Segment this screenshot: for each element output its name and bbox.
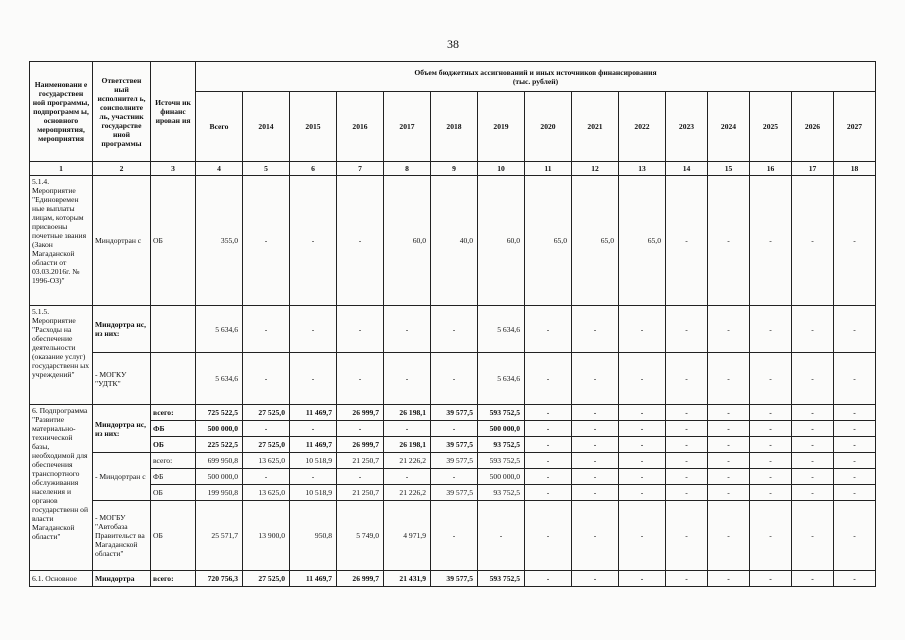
- table-row: [30, 437, 876, 453]
- column-number: 15: [708, 162, 750, 176]
- value-cell: -: [834, 437, 876, 453]
- value-cell: 21 226,2: [384, 453, 431, 469]
- value-cell: 39 577,5: [431, 453, 478, 469]
- value-cell: -: [834, 176, 876, 306]
- value-cell: -: [750, 421, 792, 437]
- value-cell: 500 000,0: [196, 469, 243, 485]
- value-cell: -: [666, 485, 708, 501]
- value-cell: -: [243, 421, 290, 437]
- value-cell: -: [337, 469, 384, 485]
- value-cell: -: [619, 353, 666, 405]
- row-executor: Миндортра нс, из них:: [93, 405, 151, 453]
- value-cell: 5 634,6: [196, 353, 243, 405]
- column-number: 11: [525, 162, 572, 176]
- value-cell: 93 752,5: [478, 485, 525, 501]
- value-cell: -: [708, 453, 750, 469]
- value-cell: -: [834, 469, 876, 485]
- column-number: 17: [792, 162, 834, 176]
- value-cell: -: [792, 571, 834, 587]
- value-cell: -: [792, 437, 834, 453]
- value-cell: -: [750, 353, 792, 405]
- value-cell: 500 000,0: [478, 469, 525, 485]
- table-row: [30, 353, 876, 405]
- value-cell: -: [478, 501, 525, 571]
- row-source: ОБ: [151, 501, 196, 571]
- budget-allocation-table: [29, 61, 876, 587]
- row-name: 6.1. Основное: [30, 571, 93, 587]
- value-cell: -: [666, 453, 708, 469]
- value-cell: 225 522,5: [196, 437, 243, 453]
- header-year: 2017: [384, 92, 431, 162]
- value-cell: -: [750, 176, 792, 306]
- value-cell: -: [666, 306, 708, 353]
- value-cell: -: [619, 306, 666, 353]
- row-source: [151, 306, 196, 353]
- header-year: 2022: [619, 92, 666, 162]
- row-executor: Миндортра: [93, 571, 151, 587]
- value-cell: -: [572, 469, 619, 485]
- value-cell: -: [666, 571, 708, 587]
- value-cell: -: [750, 405, 792, 421]
- row-source: ОБ: [151, 485, 196, 501]
- value-cell: -: [750, 501, 792, 571]
- header-year: 2018: [431, 92, 478, 162]
- value-cell: -: [666, 353, 708, 405]
- table-row: [30, 421, 876, 437]
- row-source: всего:: [151, 453, 196, 469]
- row-executor: - МОГКУ "УДТК": [93, 353, 151, 405]
- value-cell: 720 756,3: [196, 571, 243, 587]
- row-name: 5.1.5. Мероприятие "Расходы на обеспечение деятельности (оказание услуг) государственн ых учреждений": [30, 306, 93, 405]
- column-number: 13: [619, 162, 666, 176]
- value-cell: -: [290, 421, 337, 437]
- value-cell: -: [525, 353, 572, 405]
- value-cell: -: [666, 469, 708, 485]
- value-cell: -: [792, 485, 834, 501]
- row-name: 5.1.4. Мероприятие "Единовремен ные выплаты лицам, которым присвоены почетные звания (Закон Магаданской области от 03.03.2016г. № 1996-ОЗ)": [30, 176, 93, 306]
- table-row: [30, 453, 876, 469]
- value-cell: -: [708, 469, 750, 485]
- value-cell: 21 431,9: [384, 571, 431, 587]
- value-cell: 13 625,0: [243, 485, 290, 501]
- value-cell: -: [525, 405, 572, 421]
- value-cell: 65,0: [572, 176, 619, 306]
- value-cell: 21 250,7: [337, 453, 384, 469]
- value-cell: -: [431, 306, 478, 353]
- value-cell: -: [834, 501, 876, 571]
- value-cell: -: [792, 353, 834, 405]
- value-cell: -: [525, 501, 572, 571]
- value-cell: 27 525,0: [243, 437, 290, 453]
- value-cell: -: [243, 469, 290, 485]
- value-cell: 355,0: [196, 176, 243, 306]
- value-cell: -: [750, 485, 792, 501]
- value-cell: -: [525, 469, 572, 485]
- header-volume: [196, 62, 876, 92]
- header-year: 2020: [525, 92, 572, 162]
- header-year: 2015: [290, 92, 337, 162]
- header-volume-unit: (тыс. рублей): [512, 76, 559, 86]
- value-cell: -: [834, 453, 876, 469]
- value-cell: -: [572, 437, 619, 453]
- column-number: 7: [337, 162, 384, 176]
- column-number: 3: [151, 162, 196, 176]
- value-cell: 40,0: [431, 176, 478, 306]
- value-cell: 39 577,5: [431, 485, 478, 501]
- value-cell: -: [572, 501, 619, 571]
- value-cell: -: [337, 353, 384, 405]
- value-cell: -: [290, 469, 337, 485]
- header-year: 2014: [243, 92, 290, 162]
- column-number: 18: [834, 162, 876, 176]
- value-cell: -: [708, 571, 750, 587]
- value-cell: 65,0: [525, 176, 572, 306]
- value-cell: -: [290, 306, 337, 353]
- value-cell: 27 525,0: [243, 571, 290, 587]
- value-cell: 4 971,9: [384, 501, 431, 571]
- value-cell: 65,0: [619, 176, 666, 306]
- value-cell: -: [750, 306, 792, 353]
- value-cell: -: [792, 176, 834, 306]
- value-cell: 699 950,8: [196, 453, 243, 469]
- page-number: 38: [447, 37, 459, 51]
- value-cell: -: [431, 421, 478, 437]
- row-source: ОБ: [151, 437, 196, 453]
- value-cell: -: [708, 306, 750, 353]
- table-row: [30, 469, 876, 485]
- value-cell: -: [619, 469, 666, 485]
- value-cell: -: [750, 469, 792, 485]
- value-cell: 25 571,7: [196, 501, 243, 571]
- value-cell: -: [834, 306, 876, 353]
- table-row: [30, 501, 876, 571]
- value-cell: -: [666, 501, 708, 571]
- header-year: 2027: [834, 92, 876, 162]
- value-cell: 593 752,5: [478, 453, 525, 469]
- value-cell: 27 525,0: [243, 405, 290, 421]
- value-cell: -: [619, 453, 666, 469]
- value-cell: -: [750, 571, 792, 587]
- table-row: [30, 571, 876, 587]
- row-source: ФБ: [151, 469, 196, 485]
- value-cell: -: [572, 306, 619, 353]
- value-cell: -: [243, 353, 290, 405]
- value-cell: -: [708, 437, 750, 453]
- value-cell: 10 518,9: [290, 453, 337, 469]
- value-cell: 39 577,5: [431, 571, 478, 587]
- value-cell: -: [708, 485, 750, 501]
- table-row: [30, 405, 876, 421]
- row-source: ФБ: [151, 421, 196, 437]
- value-cell: -: [525, 453, 572, 469]
- column-number: 2: [93, 162, 151, 176]
- value-cell: -: [572, 571, 619, 587]
- value-cell: -: [619, 501, 666, 571]
- value-cell: -: [666, 405, 708, 421]
- value-cell: -: [525, 306, 572, 353]
- row-source: ОБ: [151, 176, 196, 306]
- value-cell: 13 625,0: [243, 453, 290, 469]
- column-number: 12: [572, 162, 619, 176]
- value-cell: 11 469,7: [290, 571, 337, 587]
- header-name: Наименовани е государствен ной программы, подпрограмм ы, основного мероприятия, мероприятия: [30, 62, 93, 162]
- value-cell: 26 999,7: [337, 571, 384, 587]
- value-cell: -: [619, 437, 666, 453]
- value-cell: -: [834, 485, 876, 501]
- value-cell: 26 999,7: [337, 405, 384, 421]
- value-cell: -: [708, 501, 750, 571]
- value-cell: 950,8: [290, 501, 337, 571]
- value-cell: -: [384, 421, 431, 437]
- header-year: Всего: [196, 92, 243, 162]
- header-year: 2016: [337, 92, 384, 162]
- value-cell: -: [431, 353, 478, 405]
- value-cell: 5 634,6: [196, 306, 243, 353]
- row-executor: - МОГБУ "Автобаза Правительст ва Магаданской области": [93, 501, 151, 571]
- table-row: [30, 306, 876, 353]
- value-cell: -: [337, 176, 384, 306]
- value-cell: -: [384, 469, 431, 485]
- row-executor: Миндортра нс, из них:: [93, 306, 151, 353]
- table-row: [30, 176, 876, 306]
- value-cell: 39 577,5: [431, 437, 478, 453]
- value-cell: 10 518,9: [290, 485, 337, 501]
- value-cell: -: [619, 571, 666, 587]
- column-numbers-row: [30, 162, 876, 176]
- value-cell: -: [290, 353, 337, 405]
- column-number: 5: [243, 162, 290, 176]
- value-cell: -: [290, 176, 337, 306]
- value-cell: -: [792, 306, 834, 353]
- value-cell: 26 198,1: [384, 405, 431, 421]
- value-cell: 5 749,0: [337, 501, 384, 571]
- column-number: 14: [666, 162, 708, 176]
- value-cell: 26 999,7: [337, 437, 384, 453]
- value-cell: -: [384, 306, 431, 353]
- value-cell: -: [572, 405, 619, 421]
- value-cell: 199 950,8: [196, 485, 243, 501]
- value-cell: 60,0: [478, 176, 525, 306]
- value-cell: 11 469,7: [290, 405, 337, 421]
- value-cell: 500 000,0: [478, 421, 525, 437]
- header-volume-title: Объем бюджетных ассигнований и иных источников финансирования: [414, 67, 657, 77]
- value-cell: -: [750, 453, 792, 469]
- value-cell: -: [792, 469, 834, 485]
- value-cell: -: [834, 353, 876, 405]
- value-cell: 11 469,7: [290, 437, 337, 453]
- header-year: 2021: [572, 92, 619, 162]
- row-source: [151, 353, 196, 405]
- row-executor: Миндортран с: [93, 176, 151, 306]
- value-cell: -: [792, 405, 834, 421]
- table-row: [30, 485, 876, 501]
- value-cell: -: [572, 453, 619, 469]
- header-source: Источн ик финанс ирован ия: [151, 62, 196, 162]
- value-cell: 39 577,5: [431, 405, 478, 421]
- value-cell: -: [619, 421, 666, 437]
- value-cell: -: [792, 453, 834, 469]
- value-cell: 21 250,7: [337, 485, 384, 501]
- value-cell: -: [431, 469, 478, 485]
- value-cell: 60,0: [384, 176, 431, 306]
- row-executor: - Миндортран с: [93, 453, 151, 501]
- value-cell: 593 752,5: [478, 571, 525, 587]
- value-cell: -: [834, 571, 876, 587]
- value-cell: -: [834, 405, 876, 421]
- value-cell: -: [572, 485, 619, 501]
- value-cell: -: [525, 437, 572, 453]
- value-cell: -: [792, 501, 834, 571]
- value-cell: -: [337, 306, 384, 353]
- column-number: 6: [290, 162, 337, 176]
- value-cell: 93 752,5: [478, 437, 525, 453]
- value-cell: -: [666, 176, 708, 306]
- row-source: всего:: [151, 405, 196, 421]
- value-cell: -: [792, 421, 834, 437]
- value-cell: -: [525, 571, 572, 587]
- value-cell: -: [525, 485, 572, 501]
- value-cell: -: [619, 485, 666, 501]
- value-cell: 13 900,0: [243, 501, 290, 571]
- column-number: 8: [384, 162, 431, 176]
- value-cell: 5 634,6: [478, 353, 525, 405]
- row-name: 6. Подпрограмма "Развитие материально- технической базы, необходимой для обеспечения транспортного обслуживания населения и органов государственн ой власти Магаданской области": [30, 405, 93, 571]
- value-cell: -: [708, 176, 750, 306]
- value-cell: -: [431, 501, 478, 571]
- value-cell: -: [834, 421, 876, 437]
- value-cell: -: [572, 353, 619, 405]
- value-cell: 593 752,5: [478, 405, 525, 421]
- column-number: 1: [30, 162, 93, 176]
- value-cell: -: [619, 405, 666, 421]
- value-cell: -: [243, 306, 290, 353]
- value-cell: -: [666, 437, 708, 453]
- column-number: 4: [196, 162, 243, 176]
- value-cell: -: [708, 405, 750, 421]
- value-cell: -: [572, 421, 619, 437]
- column-number: 9: [431, 162, 478, 176]
- value-cell: 5 634,6: [478, 306, 525, 353]
- header-year: 2019: [478, 92, 525, 162]
- value-cell: 725 522,5: [196, 405, 243, 421]
- value-cell: 26 198,1: [384, 437, 431, 453]
- header-executor: Ответствен ный исполнител ь, соисполните ль, участник государстве нной программы: [93, 62, 151, 162]
- value-cell: -: [384, 353, 431, 405]
- value-cell: -: [708, 353, 750, 405]
- value-cell: -: [337, 421, 384, 437]
- value-cell: -: [666, 421, 708, 437]
- value-cell: 21 226,2: [384, 485, 431, 501]
- column-number: 10: [478, 162, 525, 176]
- column-number: 16: [750, 162, 792, 176]
- value-cell: -: [750, 437, 792, 453]
- value-cell: 500 000,0: [196, 421, 243, 437]
- header-year: 2023: [666, 92, 708, 162]
- row-source: всего:: [151, 571, 196, 587]
- value-cell: -: [243, 176, 290, 306]
- value-cell: -: [525, 421, 572, 437]
- header-year: 2025: [750, 92, 792, 162]
- value-cell: -: [708, 421, 750, 437]
- header-year: 2024: [708, 92, 750, 162]
- header-year: 2026: [792, 92, 834, 162]
